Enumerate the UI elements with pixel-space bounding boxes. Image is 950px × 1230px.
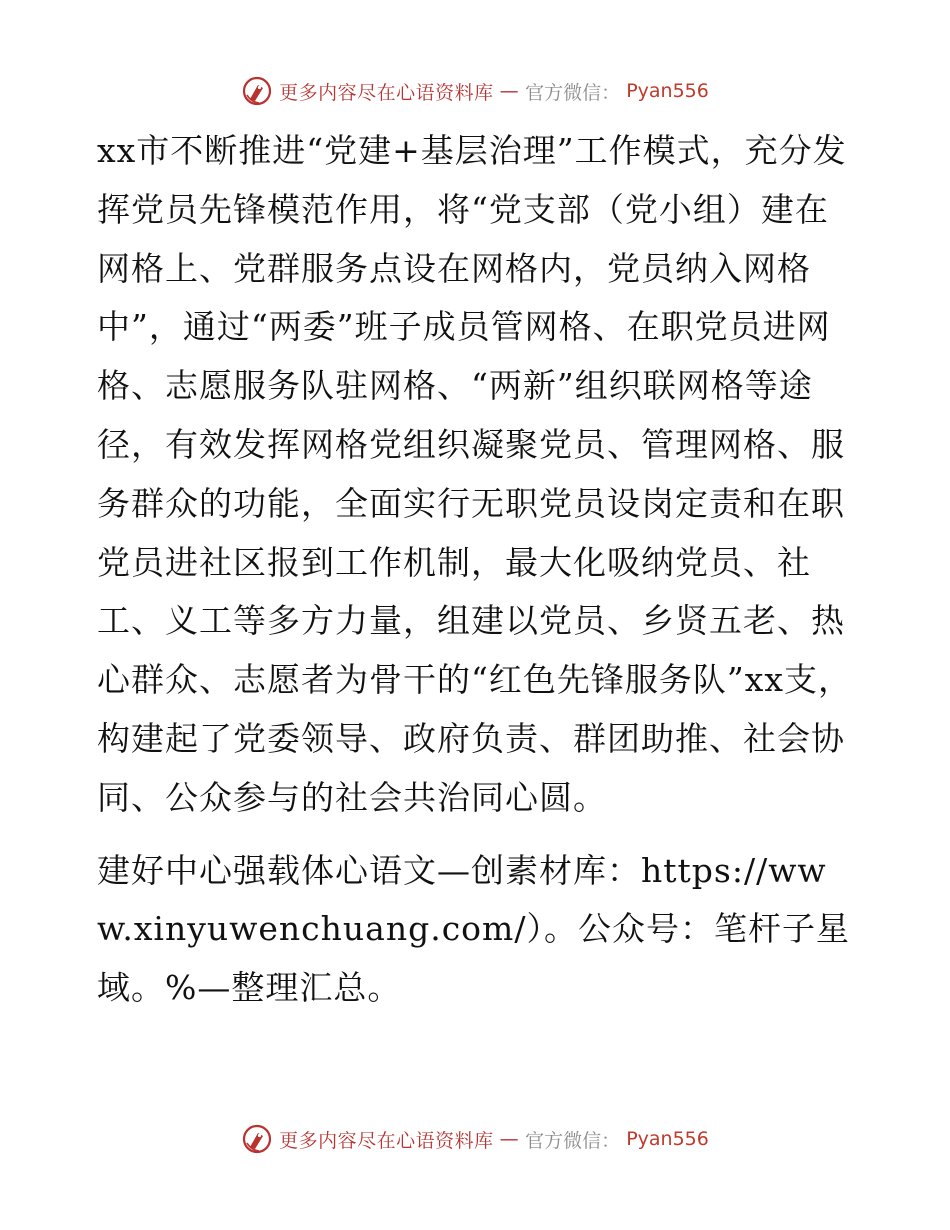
footer-banner-id: Pyan556 <box>626 1128 709 1150</box>
footer-banner-official: 官方微信： <box>525 1129 621 1152</box>
pen-nib-circle-icon <box>241 75 273 107</box>
footer-banner <box>0 1122 950 1156</box>
header-banner-official: 官方微信： <box>525 81 621 104</box>
header-banner-id: Pyan556 <box>626 80 709 102</box>
body-paragraph-1: xx市不断推进“党建+基层治理”工作模式，充分发挥党员先锋模范作用，将“党支部（党小组）建在网格上、党群服务点设在网格内，党员纳入网格中”，通过“两委”班子成员管网格、在职党员进网格、志愿服务队驻网格、“两新”组织联网格等途径，有效发挥网格党组织凝聚党员、管理网格、服务群众的功能，全面实行无职党员设岗定责和在职党员进社区报到工作机制，最大化吸纳党员、社工、义工等多方力量，组建以党员、乡贤五老、热心群众、志愿者为骨干的“红色先锋服务队”xx支，构建起了党委领导、政府负责、群团助推、社会协同、公众参与的社会共治同心圆。 <box>97 131 852 817</box>
document-body <box>97 122 857 1018</box>
footer-banner-text: 更多内容尽在心语资料库 <box>279 1129 494 1152</box>
body-paragraph-2: 建好中心强载体心语文—创素材库：https://www.xinyuwenchuang.com/）。公众号：笔杆子星域。%—整理汇总。 <box>97 850 850 1008</box>
pen-nib-circle-icon <box>241 1123 273 1155</box>
header-banner-text: 更多内容尽在心语资料库 <box>279 81 494 104</box>
header-banner-dash: — <box>499 80 520 102</box>
header-banner <box>0 74 950 108</box>
footer-banner-dash: — <box>499 1128 520 1150</box>
